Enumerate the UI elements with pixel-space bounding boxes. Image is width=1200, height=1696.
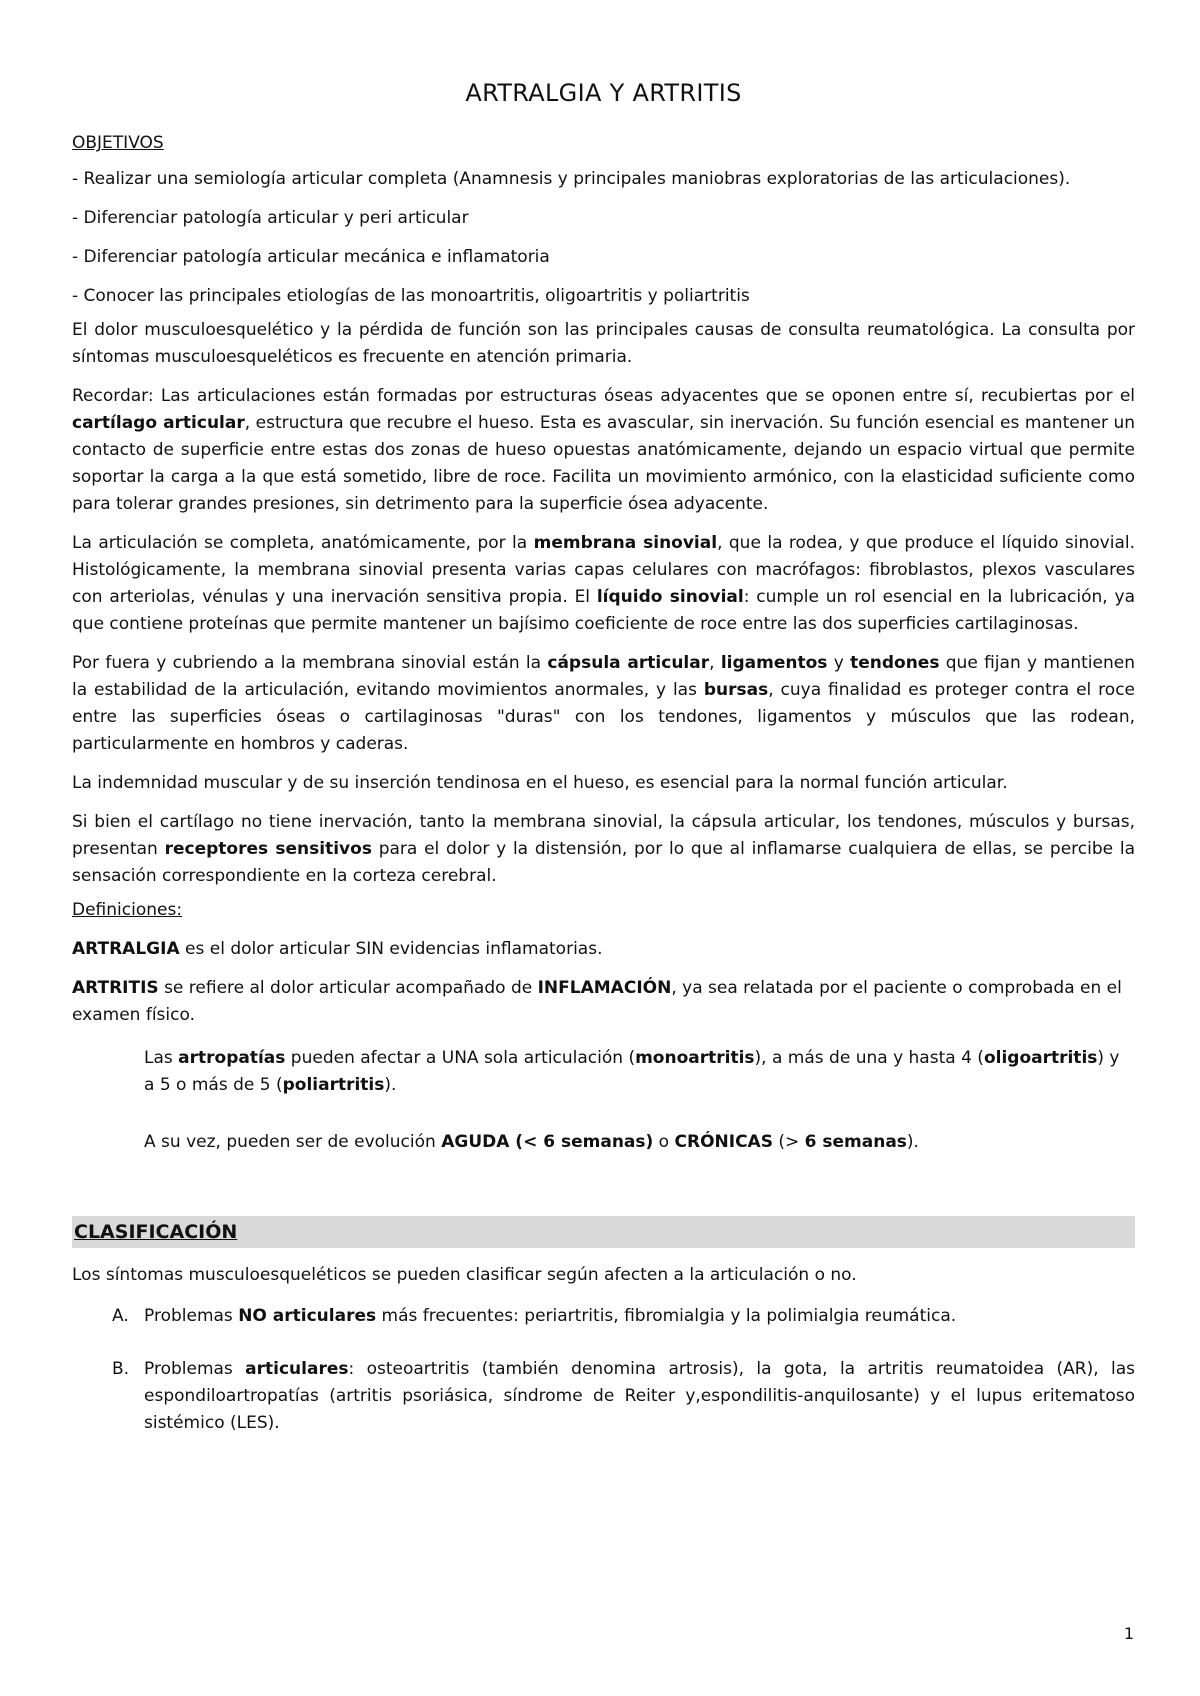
sinovial-paragraph: La articulación se completa, anatómicamente, por la membrana sinovial, que la rodea, y que produce el líquido sinovial. Histológicamente, la membrana sinovial presenta varias capas celulares con macrófagos: fibroblastos, plexos vasculares con arteriolas, vénulas y una inervación sensitiva propia. El líquido sinovial: cumple un rol esencial en la lubricación, ya que contiene proteínas que permite mantener un bajísimo coeficiente de roce entre las dos superficies cartilaginosas. <box>72 533 1135 634</box>
indemnidad-paragraph: La indemnidad muscular y de su inserción tendinosa en el hueso, es esencial para la normal función articular. <box>72 773 1008 793</box>
objective-item: - Diferenciar patología articular mecánica e inflamatoria <box>72 247 550 267</box>
objectives-heading: OBJETIVOS <box>72 133 164 153</box>
list-marker: A. <box>112 1306 129 1326</box>
recordar-paragraph: Recordar: Las articulaciones están formadas por estructuras óseas adyacentes que se oponen entre sí, recubiertas por el cartílago articular, estructura que recubre el hueso. Esta es avascular, sin inervación. Su función esencial es mantener un contacto de superficie entre estas dos zonas de hueso opuestas anatómicamente, dejando un espacio virtual que permite soportar la carga a la que está sometido, libre de roce. Facilita un movimiento armónico, con la elasticidad suficiente como para tolerar grandes presiones, sin detrimento para la superficie ósea adyacente. <box>72 386 1136 514</box>
bullet-item: Las artropatías pueden afectar a UNA sola articulación (monoartritis), a más de una y hasta 4 (oligoartritis) y a 5 o más de 5 (poliartritis). <box>144 1048 1120 1095</box>
document-body <box>72 78 1135 1463</box>
section-heading-clasificacion: CLASIFICACIÓN <box>72 1216 1135 1248</box>
objective-item: - Realizar una semiología articular completa (Anamnesis y principales maniobras exploratorias de las articulaciones). <box>72 169 1071 189</box>
intro-paragraph: El dolor musculoesquelético y la pérdida de función son las principales causas de consulta reumatológica. La consulta por síntomas musculoesqueléticos es frecuente en atención primaria. <box>72 320 1135 367</box>
list-marker: B. <box>112 1359 130 1379</box>
bullet-item: A su vez, pueden ser de evolución AGUDA (< 6 semanas) o CRÓNICAS (> 6 semanas). <box>144 1132 919 1152</box>
list-item: B. Problemas articulares: osteoartritis (también denomina artrosis), la gota, la artritis reumatoidea (AR), las espondiloartropatías (artritis psoriásica, síndrome de Reiter y,espondilitis-anquilosante) y el lupus eritematoso sistémico (LES). <box>72 1356 1135 1437</box>
objective-item: - Diferenciar patología articular y peri articular <box>72 208 469 228</box>
document-title: ARTRALGIA Y ARTRITIS <box>465 79 742 107</box>
artralgia-definition: ARTRALGIA es el dolor articular SIN evidencias inflamatorias. <box>72 939 603 959</box>
list-item: A. Problemas NO articulares más frecuentes: periartritis, fibromialgia y la polimialgia reumática. <box>72 1303 1135 1330</box>
page-number: 1 <box>1123 1624 1134 1643</box>
capsula-paragraph: Por fuera y cubriendo a la membrana sinovial están la cápsula articular, ligamentos y tendones que fijan y mantienen la estabilidad de la articulación, evitando movimientos anormales, y las bursas, cuya finalidad es proteger contra el roce entre las superficies óseas o cartilaginosas "duras" con los tendones, ligamentos y músculos que las rodean, particularmente en hombros y caderas. <box>72 653 1136 754</box>
objective-item: - Conocer las principales etiologías de las monoartritis, oligoartritis y poliartritis <box>72 286 750 306</box>
receptores-paragraph: Si bien el cartílago no tiene inervación, tanto la membrana sinovial, la cápsula articular, los tendones, músculos y bursas, presentan receptores sensitivos para el dolor y la distensión, por lo que al inflamarse cualquiera de ellas, se percibe la sensación correspondiente en la corteza cerebral. <box>72 812 1135 886</box>
artritis-definition: ARTRITIS se refiere al dolor articular acompañado de INFLAMACIÓN, ya sea relatada por el paciente o comprobada en el examen físico. <box>72 978 1122 1025</box>
clasificacion-intro: Los síntomas musculoesqueléticos se pueden clasificar según afecten a la articulación o no. <box>72 1265 857 1285</box>
definiciones-label: Definiciones: <box>72 900 183 920</box>
